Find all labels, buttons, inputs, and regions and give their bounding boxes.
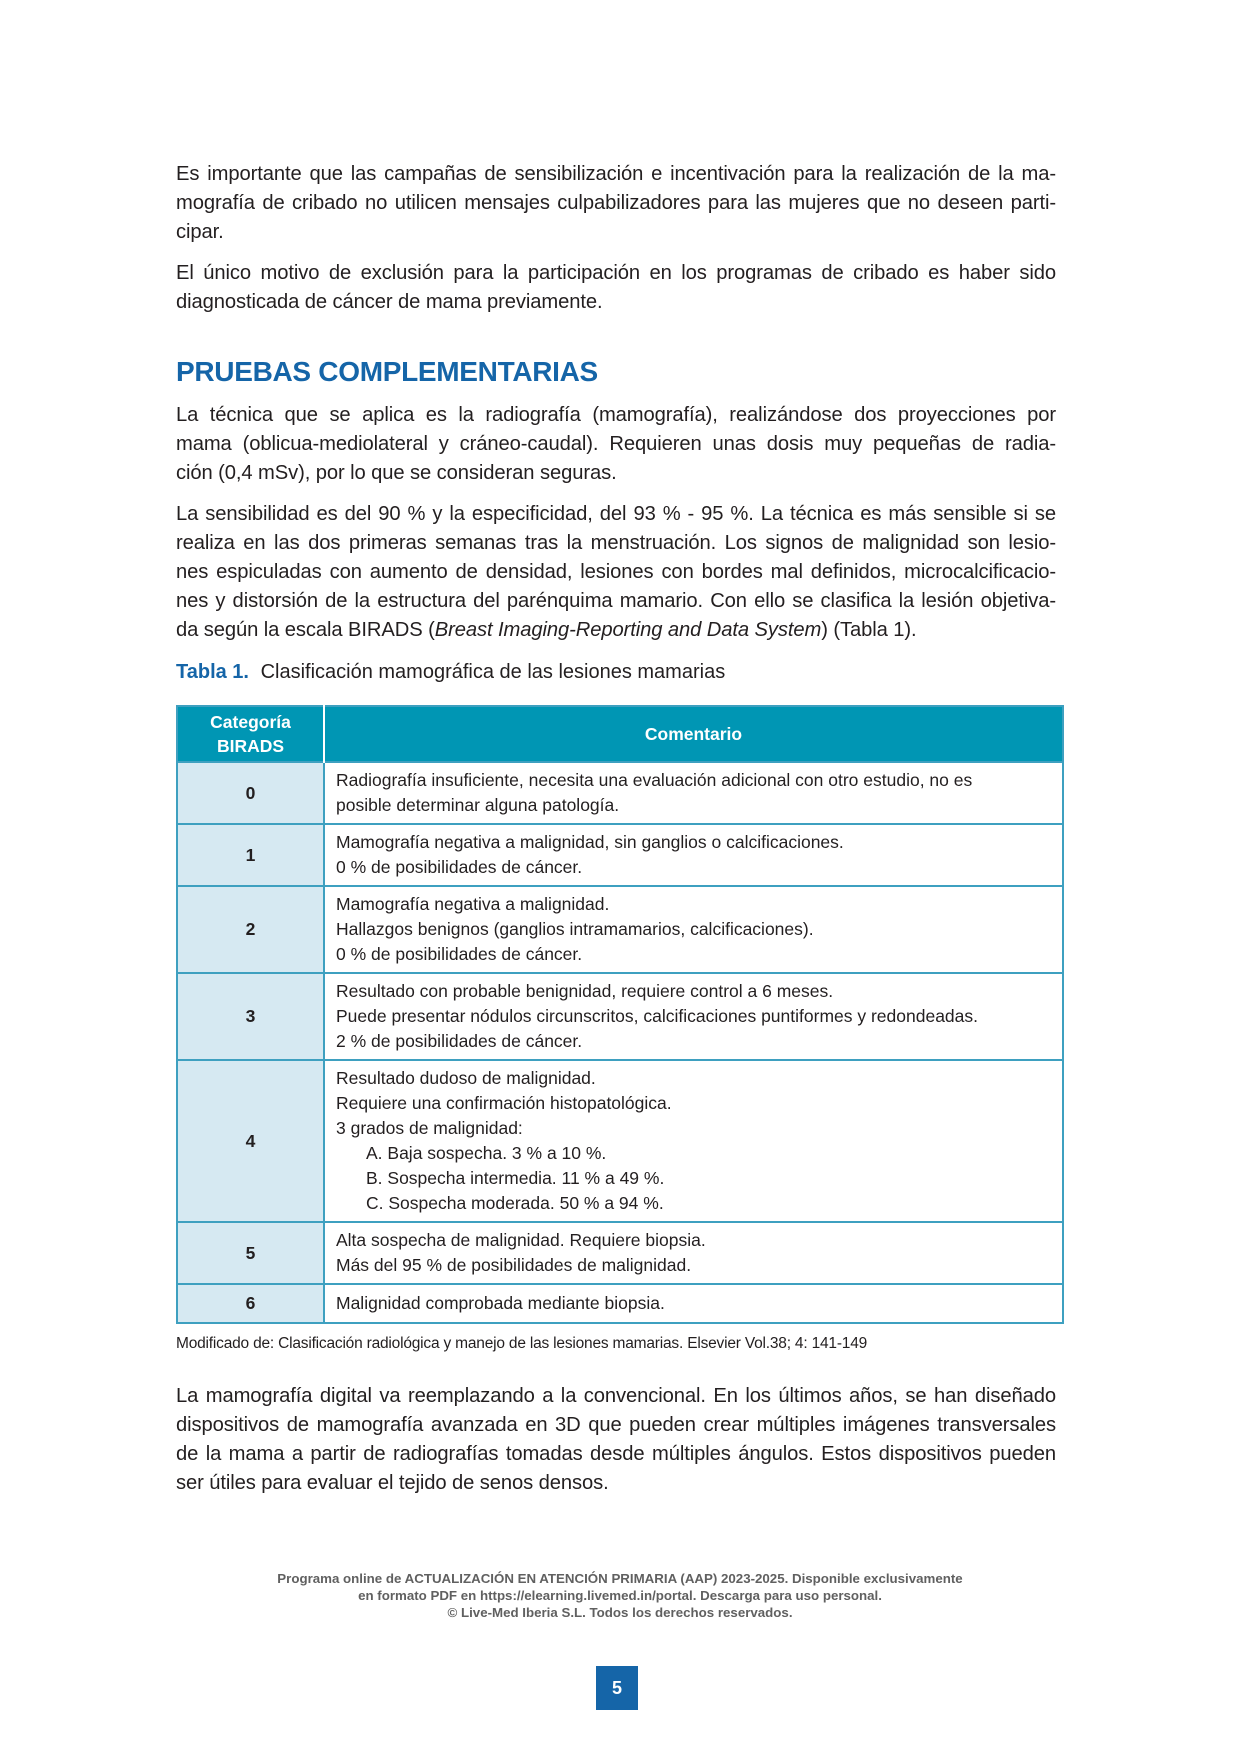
footer-line: Programa online de ACTUALIZACIÓN EN ATENCIÓN PRIMARIA (AAP) 2023-2025. Disponible exclusivamente [277,1571,963,1586]
comment-cell [324,973,1063,1060]
category-cell: 4 [177,1060,324,1222]
category-cell: 0 [177,762,324,824]
grade-b-line: B. Sospecha intermedia. 11 % a 49 %. [366,1168,665,1188]
text-fragment: ) (Tabla 1). [821,619,917,641]
text-line: ción (0,4 mSv), por lo que se consideran seguras. [176,462,617,484]
comment-line: 0 % de posibilidades de cáncer. [336,944,583,964]
category-cell: 1 [177,824,324,886]
section-heading: PRUEBAS COMPLEMENTARIAS [176,356,598,387]
comment-line: Requiere una confirmación histopatológica. [336,1093,672,1113]
text-line [176,616,1056,645]
document-page [176,160,1056,1510]
text-line: nes y distorsión de la estructura del parénquima mamario. Con ello se clasifica la lesión objetiva- [176,590,1056,612]
table-row [177,762,1063,824]
table-row [177,886,1063,973]
text-line: ser útiles para evaluar el tejido de senos densos. [176,1472,609,1494]
footer-line: en formato PDF en https://elearning.livemed.in/portal. Descarga para uso personal. [358,1588,882,1603]
birads-expansion: Breast Imaging-Reporting and Data System [434,619,822,641]
text-line: de la mama a partir de radiografías tomadas desde múltiples ángulos. Estos dispositivos pueden [176,1443,1056,1465]
text-line: nes espiculadas con aumento de densidad, lesiones con bordes mal definidos, microcalcificacio- [176,561,1056,583]
comment-line: Puede presentar nódulos circunscritos, calcificaciones puntiformes y redondeadas. [336,1006,979,1026]
comment-line: Alta sospecha de malignidad. Requiere biopsia. [336,1230,706,1250]
table-caption-text: Clasificación mamográfica de las lesiones mamarias [260,661,726,683]
text-line: diagnosticada de cáncer de mama previamente. [176,291,603,313]
page-footer [0,1570,1240,1621]
header-category [177,706,324,762]
text-line: realiza en las dos primeras semanas tras la menstruación. Los signos de malignidad son lesio- [176,532,1056,554]
text-line: dispositivos de mamografía avanzada en 3D que pueden crear múltiples imágenes transversales [176,1414,1056,1436]
comment-line: posible determinar alguna patología. [336,795,620,815]
text-line: Es importante que las campañas de sensibilización e incentivación para la realización de la ma- [176,163,1056,185]
section-paragraph-1 [176,401,1056,488]
comment-cell [324,1284,1063,1323]
comment-line: Resultado dudoso de malignidad. [336,1068,596,1088]
table-row [177,824,1063,886]
text-line: El único motivo de exclusión para la participación en los programas de cribado es haber sido [176,262,1056,284]
category-cell: 2 [177,886,324,973]
text-line: mografía de cribado no utilicen mensajes culpabilizadores para las mujeres que no deseen parti- [176,192,1056,214]
intro-paragraph-2 [176,259,1056,317]
section-paragraph-2 [176,500,1056,645]
table-row [177,1284,1063,1323]
text-line: La sensibilidad es del 90 % y la especificidad, del 93 % - 95 %. La técnica es más sensible si se [176,503,1056,525]
header-text: BIRADS [216,736,285,756]
table-source-note: Modificado de: Clasificación radiológica y manejo de las lesiones mamarias. Elsevier Vol.38; 4: 141-149 [176,1335,868,1352]
comment-line: Hallazgos benignos (ganglios intramamarios, calcificaciones). [336,919,814,939]
copyright-line: © Live-Med Iberia S.L. Todos los derechos reservados. [447,1605,793,1620]
table-caption-label: Tabla 1. [176,661,249,683]
comment-line: Mamografía negativa a malignidad. [336,894,610,914]
page-number: 5 [596,1666,638,1710]
text-line: La técnica que se aplica es la radiografía (mamografía), realizándose dos proyecciones por [176,404,1056,426]
header-text: Categoría [210,712,291,732]
comment-cell [324,886,1063,973]
comment-line: 0 % de posibilidades de cáncer. [336,857,583,877]
category-cell: 3 [177,973,324,1060]
category-cell: 5 [177,1222,324,1284]
grade-c-line: C. Sospecha moderada. 50 % a 94 %. [366,1193,664,1213]
category-cell: 6 [177,1284,324,1323]
text-line: cipar. [176,221,224,243]
comment-line: Malignidad comprobada mediante biopsia. [336,1293,665,1313]
comment-line: 2 % de posibilidades de cáncer. [336,1031,583,1051]
comment-line: Más del 95 % de posibilidades de malignidad. [336,1255,692,1275]
header-comment: Comentario [324,706,1063,762]
intro-paragraph-1 [176,160,1056,247]
text-line: mama (oblicua-mediolateral y cráneo-caudal). Requieren unas dosis muy pequeñas de radia- [176,433,1056,455]
table-row [177,973,1063,1060]
comment-line: 3 grados de malignidad: [336,1118,523,1138]
table-row [177,1060,1063,1222]
grade-a-line: A. Baja sospecha. 3 % a 10 %. [366,1143,607,1163]
birads-table [176,705,1064,1324]
comment-cell [324,1222,1063,1284]
text-fragment: da según la escala BIRADS ( [176,619,435,641]
comment-line: Radiografía insuficiente, necesita una evaluación adicional con otro estudio, no es [336,770,973,790]
table-caption [176,659,1056,685]
table-row [177,1222,1063,1284]
comment-line: Mamografía negativa a malignidad, sin ganglios o calcificaciones. [336,832,844,852]
text-line: La mamografía digital va reemplazando a la convencional. En los últimos años, se han diseñado [176,1385,1056,1407]
comment-line: Resultado con probable benignidad, requiere control a 6 meses. [336,981,834,1001]
comment-cell [324,824,1063,886]
comment-cell [324,762,1063,824]
table-header-row [177,706,1063,762]
closing-paragraph [176,1382,1056,1498]
comment-cell [324,1060,1063,1222]
